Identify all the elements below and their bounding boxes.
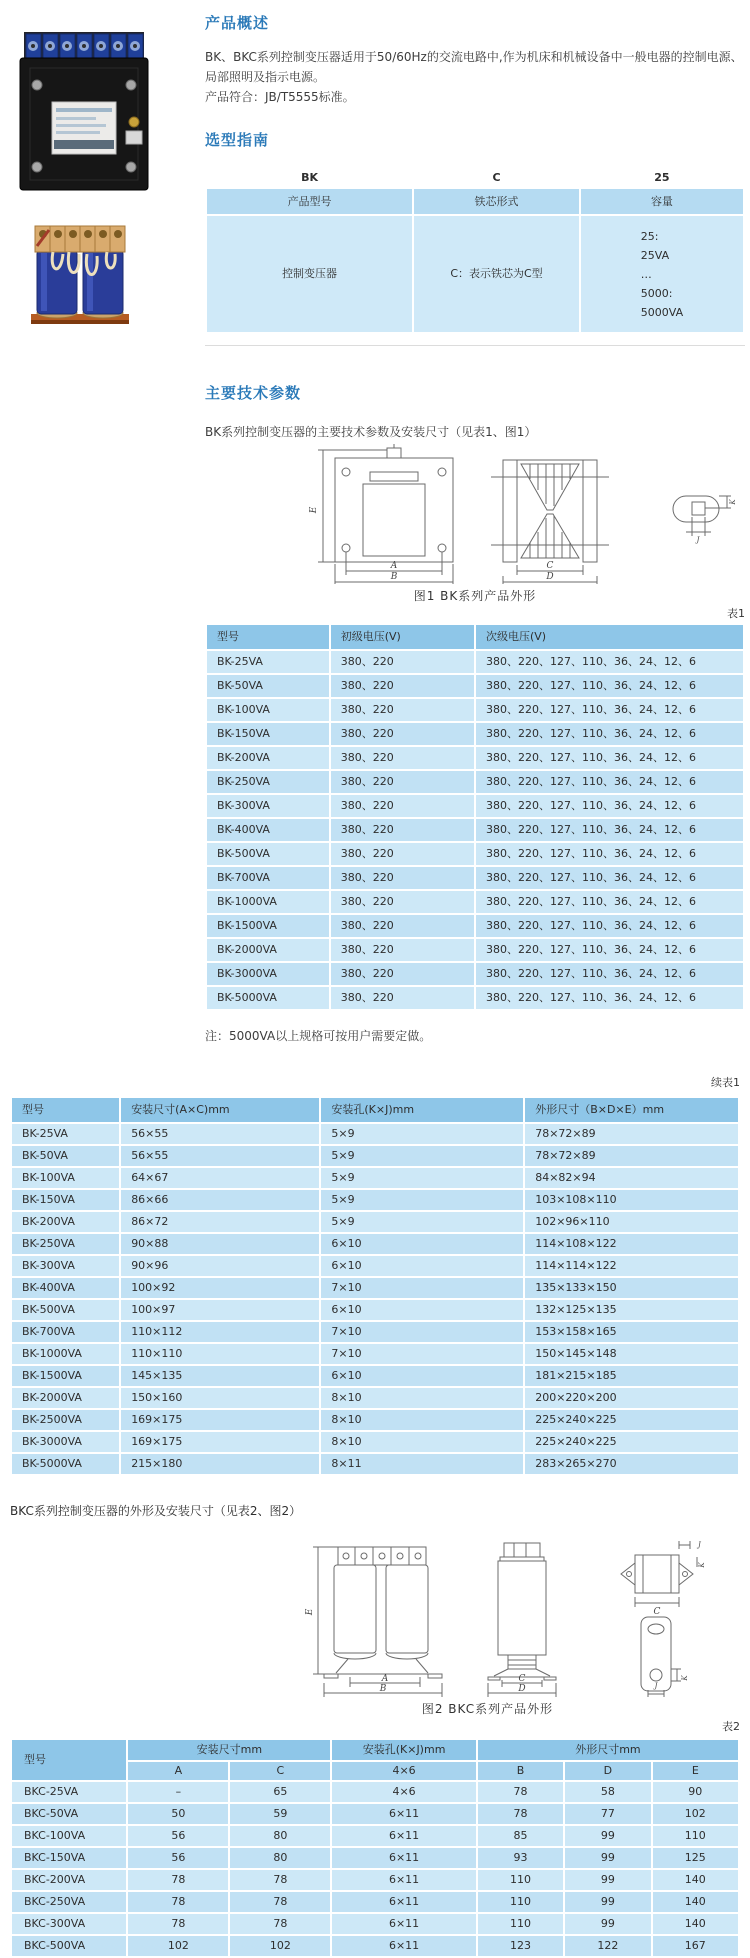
column-group-header: 安装孔(K×J)mm bbox=[331, 1739, 477, 1761]
table-cell: BK-3000VA bbox=[11, 1431, 120, 1453]
dim-label-a: A bbox=[390, 561, 398, 571]
table-row bbox=[11, 1211, 739, 1233]
table-cell: 153×158×165 bbox=[524, 1321, 739, 1343]
table-cell: 380、220 bbox=[330, 746, 475, 770]
table-cell: 169×175 bbox=[120, 1431, 320, 1453]
table-cell: 78 bbox=[229, 1891, 331, 1913]
table-cell: 80 bbox=[229, 1847, 331, 1869]
table-cell: 380、220、127、110、36、24、12、6 bbox=[475, 938, 744, 962]
table-row bbox=[11, 1343, 739, 1365]
table-row bbox=[11, 1233, 739, 1255]
table-cell: BK-50VA bbox=[206, 674, 330, 698]
tech-section bbox=[205, 358, 745, 1044]
column-header: C bbox=[413, 168, 580, 188]
table-cell: 64×67 bbox=[120, 1167, 320, 1189]
selection-guide-table bbox=[205, 167, 745, 334]
table-cell: 78 bbox=[477, 1781, 564, 1803]
tech-intro: BK系列控制变压器的主要技术参数及安装尺寸（见表1、图1） bbox=[205, 425, 537, 439]
table-cell: 380、220、127、110、36、24、12、6 bbox=[475, 794, 744, 818]
column-group-header: 外形尺寸mm bbox=[477, 1739, 739, 1761]
table-row bbox=[206, 770, 744, 794]
table-cell: 110 bbox=[477, 1891, 564, 1913]
column-header: D bbox=[564, 1761, 651, 1781]
table-row bbox=[11, 1913, 739, 1935]
overview-text: BK、BKC系列控制变压器适用于50/60Hz的交流电路中,作为机床和机械设备中一般电器的控制电源、局部照明及指示电源。 bbox=[205, 50, 743, 84]
table-cell: 6×10 bbox=[320, 1299, 524, 1321]
table-cell: 86×72 bbox=[120, 1211, 320, 1233]
table-cell: 102 bbox=[229, 1935, 331, 1957]
column-header: 初级电压(V) bbox=[330, 624, 475, 650]
table-cell: 6×11 bbox=[331, 1935, 477, 1957]
table-cell: 380、220 bbox=[330, 770, 475, 794]
dim-label-k: K bbox=[698, 1562, 706, 1568]
table-row bbox=[206, 698, 744, 722]
table-cell: BK-100VA bbox=[11, 1167, 120, 1189]
column-header: C bbox=[229, 1761, 331, 1781]
table-cell: 380、220 bbox=[330, 794, 475, 818]
table-cell: 380、220 bbox=[330, 962, 475, 986]
table-row bbox=[11, 1825, 739, 1847]
continued-table-1-label: 续表1 bbox=[711, 1076, 740, 1089]
table-cell: 铁芯形式 bbox=[413, 188, 580, 215]
table-cell: 控制变压器 bbox=[206, 215, 413, 333]
table-cell: 100×97 bbox=[120, 1299, 320, 1321]
table-group-header-row bbox=[11, 1739, 739, 1761]
table-cell: BK-700VA bbox=[206, 866, 330, 890]
table-cell: BK-50VA bbox=[11, 1145, 120, 1167]
table-cell: 380、220 bbox=[330, 818, 475, 842]
table-cell: 77 bbox=[564, 1803, 651, 1825]
column-header: 型号 bbox=[11, 1739, 127, 1781]
table-header-row bbox=[206, 624, 744, 650]
table-cell: 93 bbox=[477, 1847, 564, 1869]
table-cell: 150×145×148 bbox=[524, 1343, 739, 1365]
dim-label-k-bracket: K bbox=[681, 1675, 689, 1681]
table-cell: 135×133×150 bbox=[524, 1277, 739, 1299]
table-cell: 225×240×225 bbox=[524, 1409, 739, 1431]
table-cell: 78×72×89 bbox=[524, 1145, 739, 1167]
table-row bbox=[206, 722, 744, 746]
table-cell: 6×11 bbox=[331, 1913, 477, 1935]
table-cell: 167 bbox=[652, 1935, 739, 1957]
bk-transformer-photo bbox=[18, 30, 150, 193]
dim-label-j: J bbox=[696, 536, 700, 544]
dim-label-b: B bbox=[390, 572, 398, 582]
table-cell: 50 bbox=[127, 1803, 229, 1825]
table-cell: BKC-50VA bbox=[11, 1803, 127, 1825]
table-cell: 283×265×270 bbox=[524, 1453, 739, 1475]
table-row bbox=[11, 1189, 739, 1211]
table-cell: 5×9 bbox=[320, 1189, 524, 1211]
table-cell: 114×114×122 bbox=[524, 1255, 739, 1277]
table-cell: 140 bbox=[652, 1891, 739, 1913]
tech-heading: 主要技术参数 bbox=[205, 384, 302, 402]
table-cell: BK-2500VA bbox=[11, 1409, 120, 1431]
table-cell: 132×125×135 bbox=[524, 1299, 739, 1321]
selection-label-row bbox=[206, 188, 744, 215]
selection-heading: 选型指南 bbox=[205, 131, 270, 149]
standard-line: 产品符合：JB/T5555标准。 bbox=[205, 90, 355, 104]
table-cell: 99 bbox=[564, 1913, 651, 1935]
figure-2-bkc-outline bbox=[260, 1527, 715, 1697]
table-cell: 56 bbox=[127, 1847, 229, 1869]
table-cell: 380、220、127、110、36、24、12、6 bbox=[475, 890, 744, 914]
table-cell: 110 bbox=[477, 1869, 564, 1891]
table-cell: 85 bbox=[477, 1825, 564, 1847]
table-cell: 380、220、127、110、36、24、12、6 bbox=[475, 962, 744, 986]
table-cell: 380、220 bbox=[330, 650, 475, 674]
column-header: 型号 bbox=[206, 624, 330, 650]
table-cell: 380、220、127、110、36、24、12、6 bbox=[475, 770, 744, 794]
table-cell: BK-1500VA bbox=[206, 914, 330, 938]
table-row bbox=[11, 1781, 739, 1803]
table-cell: 6×11 bbox=[331, 1891, 477, 1913]
table-cell: BK-300VA bbox=[206, 794, 330, 818]
dim-label-c: C bbox=[546, 561, 554, 571]
table-cell: 7×10 bbox=[320, 1277, 524, 1299]
top-section bbox=[0, 0, 750, 358]
table-cell: 200×220×200 bbox=[524, 1387, 739, 1409]
table-2-label: 表2 bbox=[722, 1720, 740, 1733]
table-cell: 6×11 bbox=[331, 1825, 477, 1847]
table-cell: 140 bbox=[652, 1869, 739, 1891]
table-row bbox=[206, 938, 744, 962]
table-cell: 110×112 bbox=[120, 1321, 320, 1343]
column-header: 外形尺寸（B×D×E）mm bbox=[524, 1097, 739, 1123]
table-cell: 125 bbox=[652, 1847, 739, 1869]
table-cell: 59 bbox=[229, 1803, 331, 1825]
table-row bbox=[11, 1365, 739, 1387]
table-row bbox=[11, 1255, 739, 1277]
terminal-bolt bbox=[129, 117, 139, 127]
table-cell: 380、220、127、110、36、24、12、6 bbox=[475, 866, 744, 890]
section-divider bbox=[205, 345, 745, 346]
table-cell: 容量 bbox=[580, 188, 744, 215]
table-1-label: 表1 bbox=[727, 607, 745, 620]
table-cell: 110 bbox=[652, 1825, 739, 1847]
table-cell: 84×82×94 bbox=[524, 1167, 739, 1189]
table-row bbox=[11, 1935, 739, 1957]
table-row bbox=[206, 650, 744, 674]
table-row bbox=[11, 1299, 739, 1321]
figure-2-caption: 图2 BKC系列产品外形 bbox=[421, 1702, 554, 1716]
table-cell: 8×10 bbox=[320, 1387, 524, 1409]
table-cell: 102 bbox=[127, 1935, 229, 1957]
table-cell: 6×11 bbox=[331, 1803, 477, 1825]
table-cell: 78×72×89 bbox=[524, 1123, 739, 1145]
table-cell: 78 bbox=[229, 1869, 331, 1891]
table-cell: BK-200VA bbox=[206, 746, 330, 770]
table-cell: BK-300VA bbox=[11, 1255, 120, 1277]
table-cell: BK-250VA bbox=[206, 770, 330, 794]
table-cell: 产品型号 bbox=[206, 188, 413, 215]
table-cell: BK-5000VA bbox=[206, 986, 330, 1010]
table-row bbox=[11, 1453, 739, 1475]
dim-label-d: D bbox=[518, 1684, 526, 1694]
table-row bbox=[11, 1869, 739, 1891]
table-cell: 90×88 bbox=[120, 1233, 320, 1255]
table-cell: 380、220、127、110、36、24、12、6 bbox=[475, 842, 744, 866]
bkc-transformer-photo bbox=[25, 220, 135, 325]
table-cell: BK-1000VA bbox=[11, 1343, 120, 1365]
table-cell: BK-500VA bbox=[11, 1299, 120, 1321]
table-cell: BK-400VA bbox=[206, 818, 330, 842]
table-cell: 78 bbox=[127, 1891, 229, 1913]
table-cell: 215×180 bbox=[120, 1453, 320, 1475]
capacity-line: … bbox=[640, 267, 652, 281]
table-cell: 56 bbox=[127, 1825, 229, 1847]
table-cell: 169×175 bbox=[120, 1409, 320, 1431]
figure-2-wrap bbox=[260, 1527, 715, 1717]
dim-label-c-top: C bbox=[653, 1607, 661, 1617]
table-cell: 380、220 bbox=[330, 866, 475, 890]
table-cell: BK-3000VA bbox=[206, 962, 330, 986]
table-cell: BK-100VA bbox=[206, 698, 330, 722]
figure-1-caption: 图1 BK系列产品外形 bbox=[413, 589, 537, 603]
table-cell: 100×92 bbox=[120, 1277, 320, 1299]
capacity-range bbox=[641, 227, 683, 322]
table-cell: 99 bbox=[564, 1847, 651, 1869]
table-row bbox=[11, 1145, 739, 1167]
table-cell: 78 bbox=[477, 1803, 564, 1825]
table-cell: 380、220 bbox=[330, 674, 475, 698]
table-row bbox=[11, 1387, 739, 1409]
column-header: 安装孔(K×J)mm bbox=[320, 1097, 524, 1123]
table-cell: BKC-200VA bbox=[11, 1869, 127, 1891]
column-header: 型号 bbox=[11, 1097, 120, 1123]
table-row bbox=[206, 794, 744, 818]
table-cell: 380、220、127、110、36、24、12、6 bbox=[475, 818, 744, 842]
table-cell: 380、220 bbox=[330, 914, 475, 938]
table-cell: BK-1000VA bbox=[206, 890, 330, 914]
column-header: 25 bbox=[580, 168, 744, 188]
table-cell: 7×10 bbox=[320, 1343, 524, 1365]
table-row bbox=[206, 842, 744, 866]
table-cell: BK-2000VA bbox=[11, 1387, 120, 1409]
capacity-line: 5000: bbox=[640, 286, 673, 300]
figure-1-bk-outline bbox=[205, 444, 745, 584]
table-cell: 6×10 bbox=[320, 1255, 524, 1277]
table-cell: 380、220、127、110、36、24、12、6 bbox=[475, 722, 744, 746]
table-cell: BK-150VA bbox=[11, 1189, 120, 1211]
column-header: BK bbox=[206, 168, 413, 188]
table-cell: 6×10 bbox=[320, 1233, 524, 1255]
table-cell: 181×215×185 bbox=[524, 1365, 739, 1387]
table-cell: 8×11 bbox=[320, 1453, 524, 1475]
table-row bbox=[206, 962, 744, 986]
table-cell: BK-2000VA bbox=[206, 938, 330, 962]
wide-section bbox=[0, 1044, 750, 1958]
table-cell: 58 bbox=[564, 1781, 651, 1803]
table-cell: BK-250VA bbox=[11, 1233, 120, 1255]
table-row bbox=[11, 1277, 739, 1299]
table-cell: 123 bbox=[477, 1935, 564, 1957]
overview-heading: 产品概述 bbox=[205, 14, 270, 32]
table-cell: 78 bbox=[127, 1869, 229, 1891]
table-row bbox=[206, 746, 744, 770]
table-cell: 8×10 bbox=[320, 1431, 524, 1453]
capacity-line: 5000VA bbox=[640, 305, 684, 319]
table-cell: 5×9 bbox=[320, 1123, 524, 1145]
dim-label-j-bracket: J bbox=[654, 1682, 658, 1690]
table-row bbox=[206, 890, 744, 914]
custom-order-note: 注：5000VA以上规格可按用户需要定做。 bbox=[205, 1029, 432, 1043]
dim-label-e: E bbox=[305, 1608, 315, 1616]
table-cell: – bbox=[127, 1781, 229, 1803]
table-cell: 380、220、127、110、36、24、12、6 bbox=[475, 698, 744, 722]
table-cell: BK-200VA bbox=[11, 1211, 120, 1233]
table-cell: 380、220 bbox=[330, 842, 475, 866]
table-cell: 380、220 bbox=[330, 722, 475, 746]
table-cell: 114×108×122 bbox=[524, 1233, 739, 1255]
column-header: B bbox=[477, 1761, 564, 1781]
table-row bbox=[11, 1891, 739, 1913]
table-cell: 99 bbox=[564, 1891, 651, 1913]
table-row bbox=[11, 1803, 739, 1825]
table-cell: BK-25VA bbox=[206, 650, 330, 674]
table-cell: 380、220 bbox=[330, 890, 475, 914]
table-cell: 80 bbox=[229, 1825, 331, 1847]
table-row bbox=[11, 1167, 739, 1189]
table-cell: 86×66 bbox=[120, 1189, 320, 1211]
table-cell: BK-150VA bbox=[206, 722, 330, 746]
table-cell: BKC-500VA bbox=[11, 1935, 127, 1957]
table-cell: 6×10 bbox=[320, 1365, 524, 1387]
table-cell: BK-5000VA bbox=[11, 1453, 120, 1475]
table-cell: 5×9 bbox=[320, 1167, 524, 1189]
table-row bbox=[206, 818, 744, 842]
table-cell: BKC-250VA bbox=[11, 1891, 127, 1913]
table-cell: 99 bbox=[564, 1869, 651, 1891]
table-cell: 90×96 bbox=[120, 1255, 320, 1277]
table-row bbox=[206, 674, 744, 698]
dim-label-c: C bbox=[518, 1674, 526, 1684]
table-cell: BKC-100VA bbox=[11, 1825, 127, 1847]
table-cell: 380、220、127、110、36、24、12、6 bbox=[475, 674, 744, 698]
column-header: 4×6 bbox=[331, 1761, 477, 1781]
bk-dimensions-table bbox=[10, 1096, 740, 1476]
selection-detail-row bbox=[206, 215, 744, 333]
table-cell: 110×110 bbox=[120, 1343, 320, 1365]
table-cell: 380、220、127、110、36、24、12、6 bbox=[475, 746, 744, 770]
table-cell: BK-400VA bbox=[11, 1277, 120, 1299]
table-cell: 99 bbox=[564, 1825, 651, 1847]
table-row bbox=[206, 914, 744, 938]
bkc-dimensions-table bbox=[10, 1738, 740, 1958]
column-header: E bbox=[652, 1761, 739, 1781]
table-header-row bbox=[11, 1097, 739, 1123]
table-cell: 150×160 bbox=[120, 1387, 320, 1409]
dim-label-d: D bbox=[546, 572, 554, 582]
table-cell: C：表示铁芯为C型 bbox=[413, 215, 580, 333]
table-row bbox=[11, 1409, 739, 1431]
table-cell: 78 bbox=[229, 1913, 331, 1935]
capacity-line: 25VA bbox=[640, 248, 670, 262]
table-cell bbox=[580, 215, 744, 333]
table-cell: 56×55 bbox=[120, 1123, 320, 1145]
table-cell: 380、220、127、110、36、24、12、6 bbox=[475, 914, 744, 938]
table-cell: 380、220、127、110、36、24、12、6 bbox=[475, 986, 744, 1010]
table-cell: 8×10 bbox=[320, 1409, 524, 1431]
capacity-line: 25: bbox=[640, 229, 659, 243]
table-cell: 5×9 bbox=[320, 1145, 524, 1167]
table-cell: 6×11 bbox=[331, 1869, 477, 1891]
table-cell: 140 bbox=[652, 1913, 739, 1935]
table-row bbox=[11, 1123, 739, 1145]
bk-voltage-table bbox=[205, 623, 745, 1011]
table-row bbox=[11, 1321, 739, 1343]
column-header: 安装尺寸(A×C)mm bbox=[120, 1097, 320, 1123]
table-row bbox=[206, 866, 744, 890]
table-cell: BK-700VA bbox=[11, 1321, 120, 1343]
table-cell: BK-25VA bbox=[11, 1123, 120, 1145]
dim-label-e: E bbox=[309, 506, 319, 514]
table-cell: BKC-150VA bbox=[11, 1847, 127, 1869]
dim-label-k: K bbox=[729, 499, 737, 505]
table-cell: 102×96×110 bbox=[524, 1211, 739, 1233]
bkc-intro: BKC系列控制变压器的外形及安装尺寸（见表2、图2） bbox=[10, 1504, 302, 1518]
table-cell: 78 bbox=[127, 1913, 229, 1935]
table-cell: 225×240×225 bbox=[524, 1431, 739, 1453]
table-row bbox=[206, 986, 744, 1010]
overview-column bbox=[205, 0, 745, 358]
selection-code-row bbox=[206, 168, 744, 188]
table-cell: 102 bbox=[652, 1803, 739, 1825]
table-cell: 122 bbox=[564, 1935, 651, 1957]
table-cell: 56×55 bbox=[120, 1145, 320, 1167]
dim-label-b: B bbox=[379, 1684, 387, 1694]
table-cell: 145×135 bbox=[120, 1365, 320, 1387]
table-cell: 380、220、127、110、36、24、12、6 bbox=[475, 650, 744, 674]
column-header: 次级电压(V) bbox=[475, 624, 744, 650]
table-cell: 103×108×110 bbox=[524, 1189, 739, 1211]
dim-label-a: A bbox=[381, 1674, 389, 1684]
column-group-header: 安装尺寸mm bbox=[127, 1739, 331, 1761]
table-cell: BK-1500VA bbox=[11, 1365, 120, 1387]
table-cell: 4×6 bbox=[331, 1781, 477, 1803]
table-cell: BK-500VA bbox=[206, 842, 330, 866]
table-cell: BKC-25VA bbox=[11, 1781, 127, 1803]
table-cell: 65 bbox=[229, 1781, 331, 1803]
dim-label-j: J bbox=[698, 1541, 701, 1549]
table-cell: 7×10 bbox=[320, 1321, 524, 1343]
table-cell: 6×11 bbox=[331, 1847, 477, 1869]
table-cell: 380、220 bbox=[330, 698, 475, 722]
table-cell: 5×9 bbox=[320, 1211, 524, 1233]
product-photos-column bbox=[0, 0, 205, 358]
table-cell: 90 bbox=[652, 1781, 739, 1803]
column-header: A bbox=[127, 1761, 229, 1781]
table-cell: BKC-300VA bbox=[11, 1913, 127, 1935]
table-row bbox=[11, 1431, 739, 1453]
table-cell: 380、220 bbox=[330, 986, 475, 1010]
table-cell: 380、220 bbox=[330, 938, 475, 962]
table-cell: 110 bbox=[477, 1913, 564, 1935]
